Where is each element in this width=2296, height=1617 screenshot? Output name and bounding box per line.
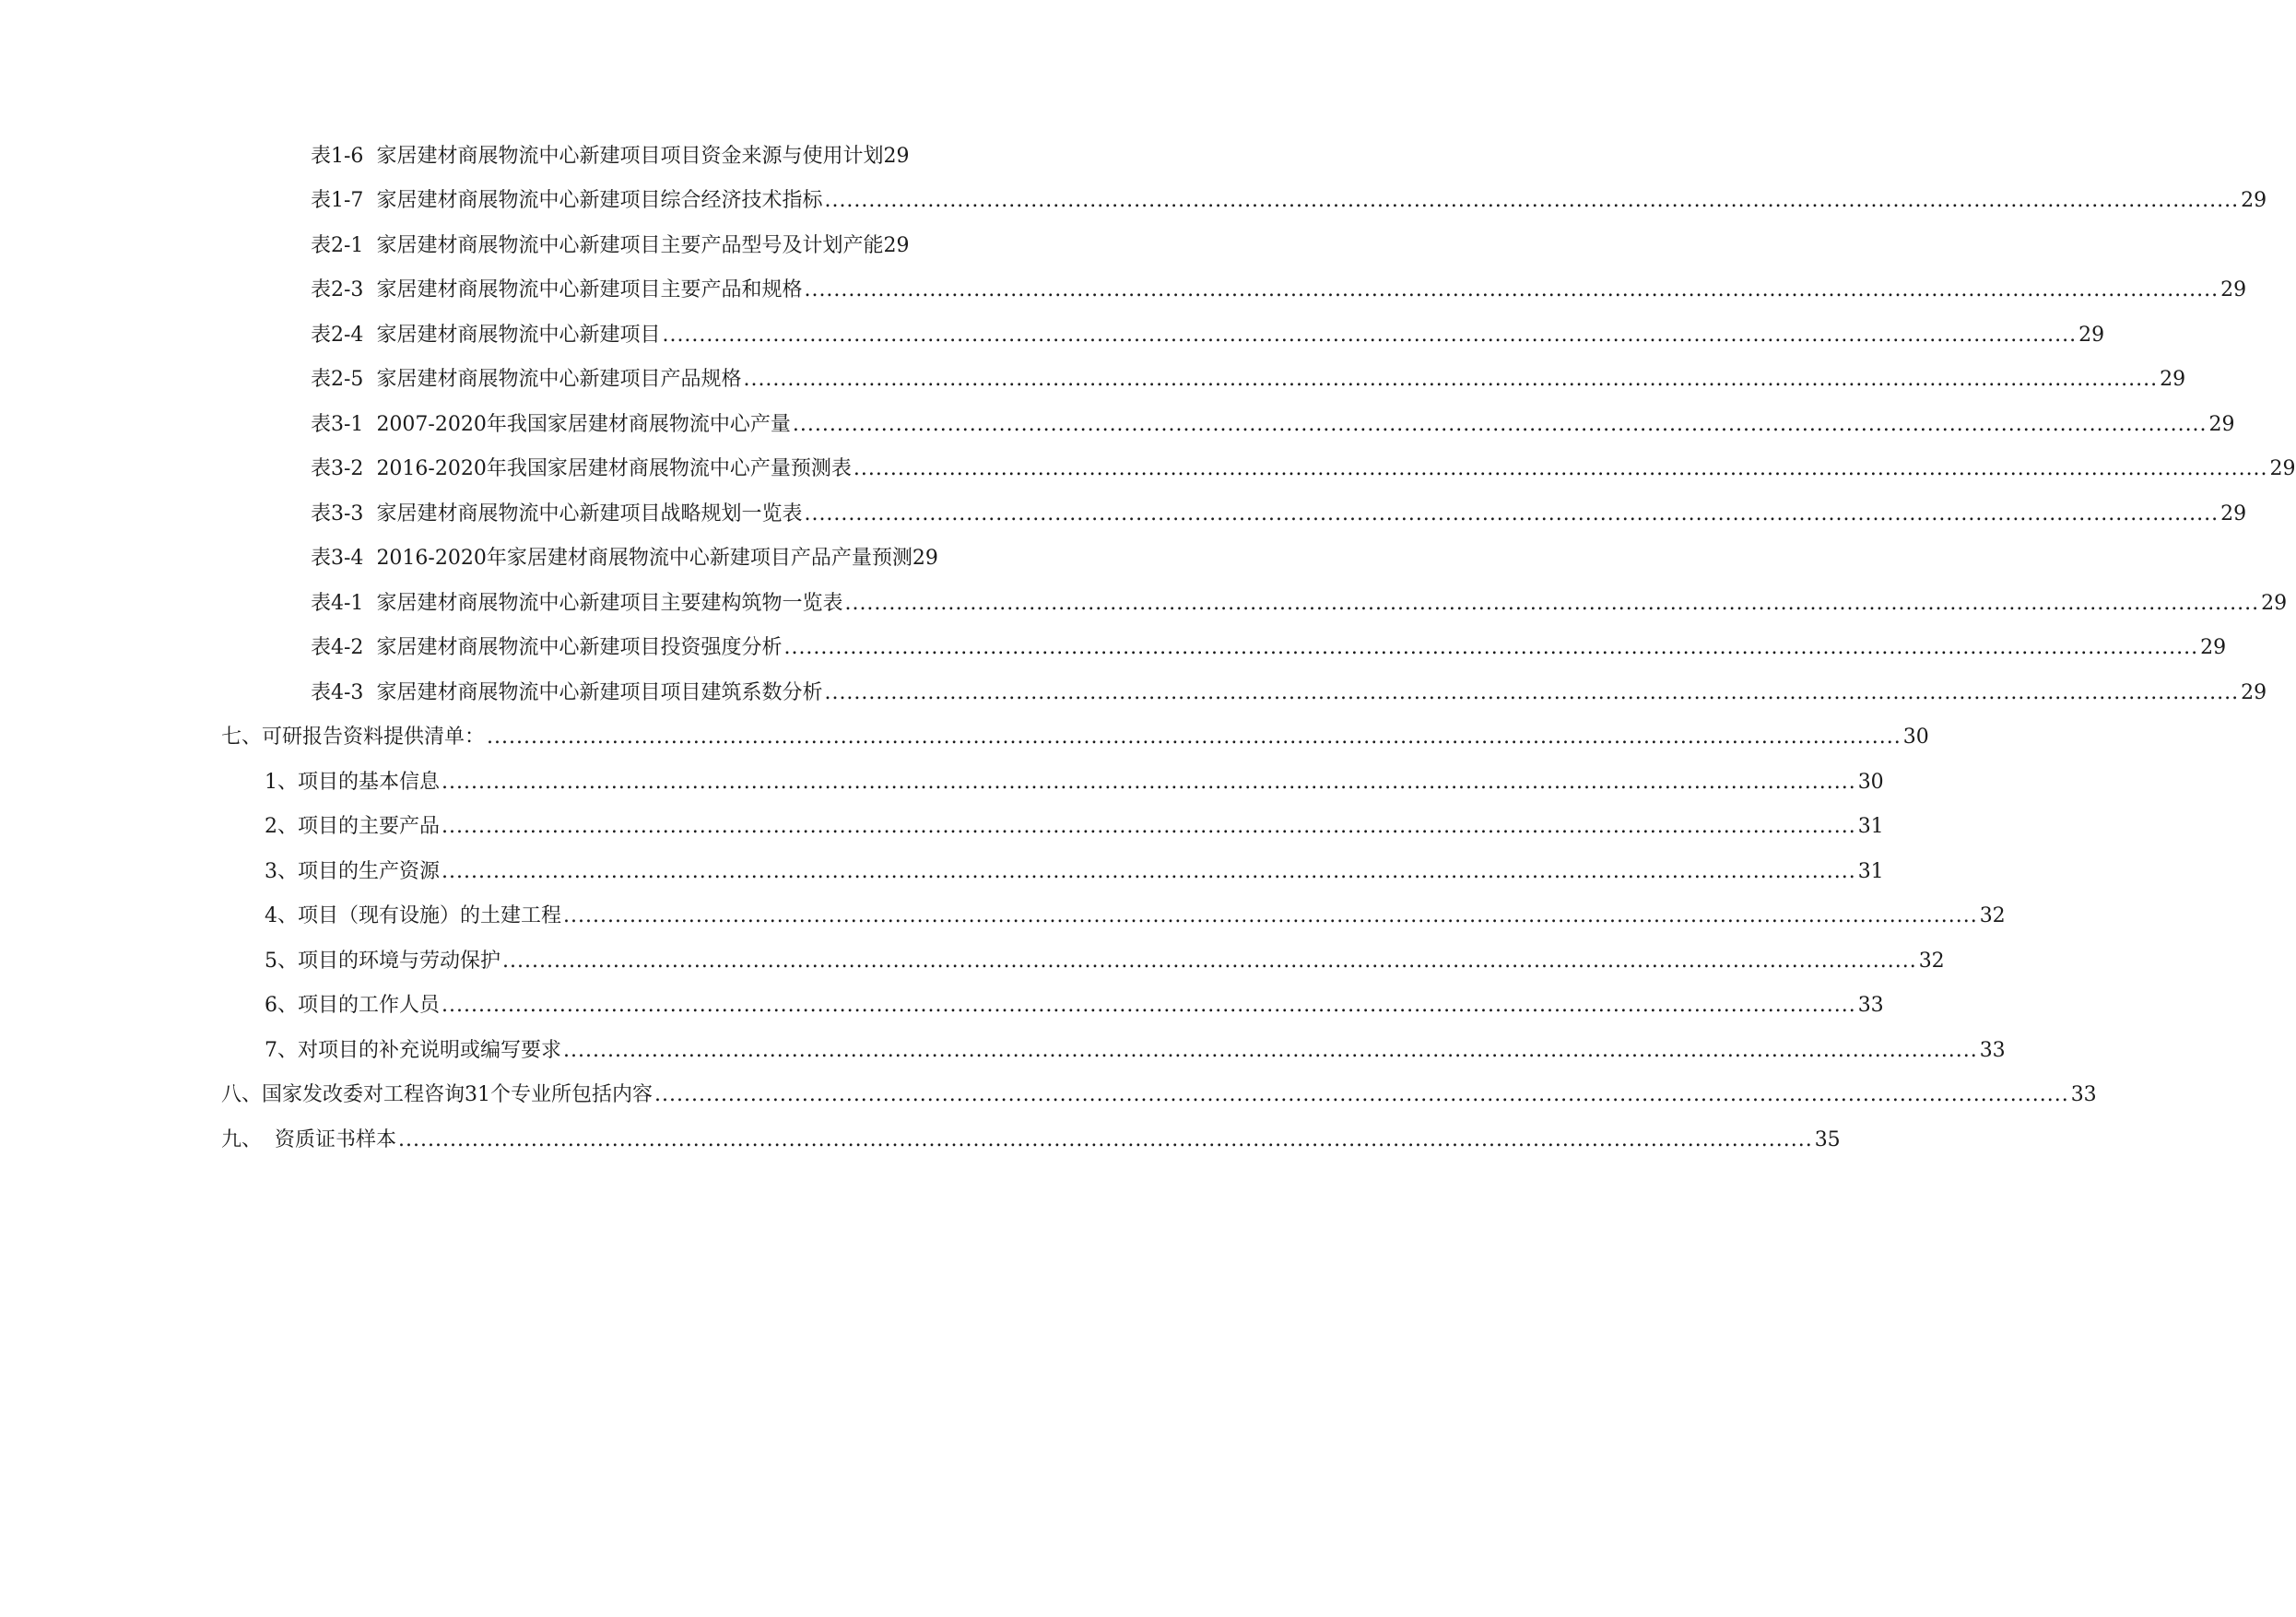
toc-entry-page: 30 [1902,726,1929,749]
toc-entry-code: 表4-3 [311,681,364,704]
toc-entry-page: 29 [883,234,910,257]
toc-leader-dots [485,723,1903,752]
toc-leader-dots [396,1126,1815,1155]
toc-entry-section-7-item-7[interactable] [265,1036,2006,1066]
toc-entry-page: 29 [2078,324,2105,347]
toc-leader-dots [440,991,1858,1021]
toc-entry-page: 29 [2261,592,2288,615]
toc-entry-title: 2016-2020年家居建材商展物流中心新建项目产品产量预测 [376,547,913,570]
toc-entry-page: 33 [1979,1039,2006,1062]
toc-leader-dots [561,1036,1980,1066]
toc-entry-section-7-item-3[interactable] [265,857,1884,887]
toc-entry-section-9[interactable] [221,1126,1841,1155]
toc-leader-dots [852,454,2270,484]
toc-entry-code: 表2-4 [311,324,364,347]
toc-entry-table-3-4[interactable] [311,544,967,573]
toc-entry-table-2-1[interactable] [311,231,967,261]
toc-entry-code: 表3-3 [311,502,364,525]
toc-leader-dots [791,410,2209,440]
toc-entry-page: 35 [1814,1128,1841,1151]
toc-leader-dots [802,500,2220,529]
toc-entry-code: 表2-5 [311,368,364,391]
toc-entry-title: 家居建材商展物流中心新建项目主要产品和规格 [376,278,803,301]
toc-entry-section-7-item-1[interactable] [265,768,1884,797]
toc-entry-table-2-5[interactable] [311,365,2186,395]
toc-entry-title: 九、 资质证书样本 [221,1128,396,1151]
toc-entry-table-4-2[interactable] [311,633,2227,663]
toc-entry-code: 表4-1 [311,592,364,615]
toc-entry-title: 家居建材商展物流中心新建项目投资强度分析 [376,636,783,659]
toc-leader-dots [440,812,1858,842]
toc-entry-title: 2、项目的主要产品 [265,815,440,838]
toc-entry-page: 31 [1857,860,1884,883]
toc-entry-page: 30 [1857,771,1884,794]
toc-entry-title: 3、项目的生产资源 [265,860,440,883]
toc-entry-section-7-item-2[interactable] [265,812,1884,842]
toc-entry-page: 32 [1918,950,1945,973]
toc-entry-title: 八、国家发改委对工程咨询31个专业所包括内容 [221,1083,653,1106]
toc-leader-dots [653,1080,2071,1110]
toc-entry-title: 家居建材商展物流中心新建项目主要建构筑物一览表 [376,592,843,615]
toc-leader-dots [741,365,2160,395]
toc-entry-page: 29 [2241,681,2267,704]
toc-entry-page: 33 [1857,994,1884,1017]
toc-leader-dots [440,768,1858,797]
toc-entry-code: 表4-2 [311,636,364,659]
toc-entry-table-4-3[interactable] [311,679,2267,708]
toc-entry-title: 6、项目的工作人员 [265,994,440,1017]
toc-entry-page: 29 [2160,368,2186,391]
toc-entry-section-7-item-5[interactable] [265,947,1945,976]
toc-entry-page: 29 [2208,413,2235,436]
toc-leader-dots [822,679,2241,708]
toc-entry-title: 4、项目（现有设施）的土建工程 [265,904,561,927]
toc-leader-dots [822,186,2241,216]
toc-leader-dots [500,947,1919,976]
toc-entry-table-3-1[interactable] [311,410,2235,440]
toc-entry-page: 33 [2070,1083,2097,1106]
toc-entry-code: 表1-7 [311,189,364,212]
toc-entry-code: 表3-4 [311,547,364,570]
toc-entry-code: 表3-2 [311,457,364,480]
toc-entry-page: 29 [2220,502,2247,525]
toc-entry-table-3-2[interactable] [311,454,2296,484]
toc-entry-page: 29 [2269,457,2296,480]
toc-entry-title: 5、项目的环境与劳动保护 [265,950,500,973]
toc-leader-dots [440,857,1858,887]
toc-entry-page: 29 [883,145,910,168]
toc-entry-title: 7、对项目的补充说明或编写要求 [265,1039,561,1062]
toc-entry-table-4-1[interactable] [311,589,2288,619]
toc-entry-title: 家居建材商展物流中心新建项目 [376,324,661,347]
toc-entry-table-3-3[interactable] [311,500,2247,529]
toc-entry-title: 家居建材商展物流中心新建项目项目建筑系数分析 [376,681,823,704]
toc-entry-page: 29 [2241,189,2267,212]
toc-entry-section-7[interactable] [221,723,1929,752]
toc-entry-title: 家居建材商展物流中心新建项目战略规划一览表 [376,502,803,525]
toc-entry-title: 2016-2020年我国家居建材商展物流中心产量预测表 [376,457,852,480]
toc-entry-table-1-6[interactable] [311,142,967,171]
toc-entry-title: 七、可研报告资料提供清单： [221,726,486,749]
toc-entry-page: 29 [2220,278,2247,301]
toc-entry-title: 家居建材商展物流中心新建项目综合经济技术指标 [376,189,823,212]
toc-entry-title: 家居建材商展物流中心新建项目产品规格 [376,368,742,391]
toc-leader-dots [782,633,2200,663]
toc-entry-section-7-item-4[interactable] [265,902,2006,931]
toc-entry-title: 2007-2020年我国家居建材商展物流中心产量 [376,413,791,436]
toc-entry-code: 表2-3 [311,278,364,301]
toc-entry-title: 家居建材商展物流中心新建项目主要产品型号及计划产能 [376,234,884,257]
toc-entry-table-2-3[interactable] [311,276,2247,305]
toc-entry-page: 29 [2200,636,2227,659]
toc-leader-dots [842,589,2261,619]
toc-entry-section-8[interactable] [221,1080,2097,1110]
toc-entry-section-7-item-6[interactable] [265,991,1884,1021]
toc-entry-table-1-7[interactable] [311,186,2267,216]
toc-entry-table-2-4[interactable] [311,321,2105,350]
toc-entry-code: 表3-1 [311,413,364,436]
toc-entry-page: 31 [1857,815,1884,838]
toc-entry-title: 家居建材商展物流中心新建项目项目资金来源与使用计划 [376,145,884,168]
toc-entry-code: 表2-1 [311,234,364,257]
toc-leader-dots [660,321,2078,350]
toc-entry-code: 表1-6 [311,145,364,168]
toc-leader-dots [802,276,2220,305]
toc-entry-page: 32 [1979,904,2006,927]
toc-entry-page: 29 [912,547,938,570]
toc-leader-dots [561,902,1980,931]
toc-entry-title: 1、项目的基本信息 [265,771,440,794]
